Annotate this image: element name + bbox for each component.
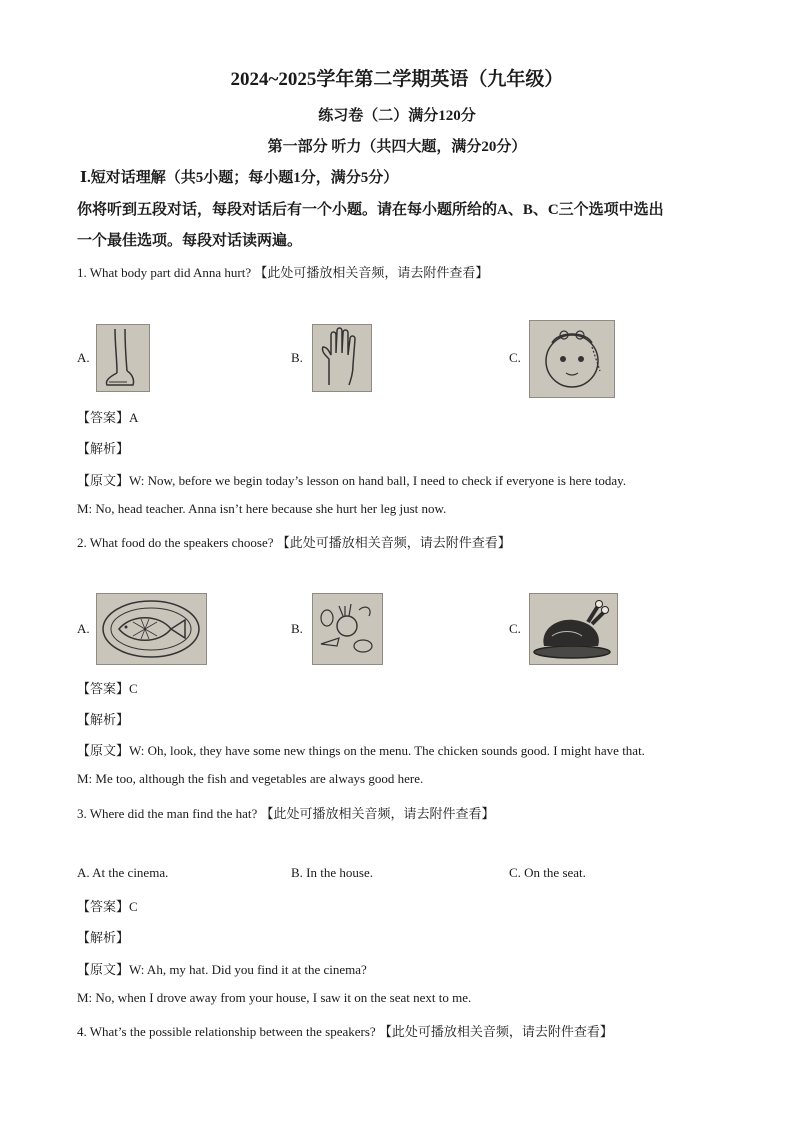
q3-analysis: 【解析】 xyxy=(77,930,130,945)
question-1-stem: 1. What body part did Anna hurt? 【此处可播放相关音频，请去附件查看】 xyxy=(77,265,489,280)
q1-option-c-label: C. xyxy=(509,350,521,365)
exam-title: 2024~2025学年第二学期英语（九年级） xyxy=(230,69,564,90)
section-heading: Ⅰ.短对话理解（共5小题；每小题1分，满分5分） xyxy=(80,170,399,186)
face-picture xyxy=(529,320,615,398)
q3-option-b: B. In the house. xyxy=(291,865,373,880)
q3-transcript-line-1: 【原文】W: Ah, my hat. Did you find it at the cinema? xyxy=(77,962,367,977)
q1-answer: 【答案】A xyxy=(77,410,139,425)
q3-answer: 【答案】C xyxy=(77,899,138,914)
instruction-line-1: 你将听到五段对话，每段对话后有一个小题。请在每小题所给的A、B、C三个选项中选出 xyxy=(77,202,664,218)
instruction-line-2: 一个最佳选项。每段对话读两遍。 xyxy=(77,233,303,249)
q3-transcript-line-2: M: No, when I drove away from your house, I saw it on the seat next to me. xyxy=(77,990,472,1005)
question-4-stem: 4. What’s the possible relationship between the speakers? 【此处可播放相关音频，请去附件查看】 xyxy=(77,1024,613,1039)
q2-answer: 【答案】C xyxy=(77,681,138,696)
q1-option-a-label: A. xyxy=(77,350,90,365)
fish-picture xyxy=(96,593,207,665)
q2-transcript-line-2: M: Me too, although the fish and vegetables are always good here. xyxy=(77,771,424,786)
q3-option-a: A. At the cinema. xyxy=(77,865,169,880)
hand-picture xyxy=(312,324,372,392)
q2-option-a-label: A. xyxy=(77,621,90,636)
part-heading: 第一部分 听力（共四大题，满分20分） xyxy=(267,139,527,155)
q1-analysis: 【解析】 xyxy=(77,441,130,456)
vegetables-picture xyxy=(312,593,383,665)
q3-option-c: C. On the seat. xyxy=(509,865,586,880)
q2-option-c-label: C. xyxy=(509,621,521,636)
leg-picture xyxy=(96,324,150,392)
question-2-stem: 2. What food do the speakers choose? 【此处可播放相关音频，请去附件查看】 xyxy=(77,535,511,550)
question-3-stem: 3. Where did the man find the hat? 【此处可播放相关音频，请去附件查看】 xyxy=(77,806,495,821)
q1-transcript-line-1: 【原文】W: Now, before we begin today’s lesson on hand ball, I need to check if everyone is here today. xyxy=(77,473,627,488)
paper-subtitle: 练习卷（二）满分120分 xyxy=(318,108,476,124)
q1-option-b-label: B. xyxy=(291,350,303,365)
q2-transcript-line-1: 【原文】W: Oh, look, they have some new things on the menu. The chicken sounds good. I might have that. xyxy=(77,743,645,758)
q1-transcript-line-2: M: No, head teacher. Anna isn’t here because she hurt her leg just now. xyxy=(77,501,447,516)
roast-chicken-picture xyxy=(529,593,618,665)
q2-option-b-label: B. xyxy=(291,621,303,636)
q2-analysis: 【解析】 xyxy=(77,712,130,727)
